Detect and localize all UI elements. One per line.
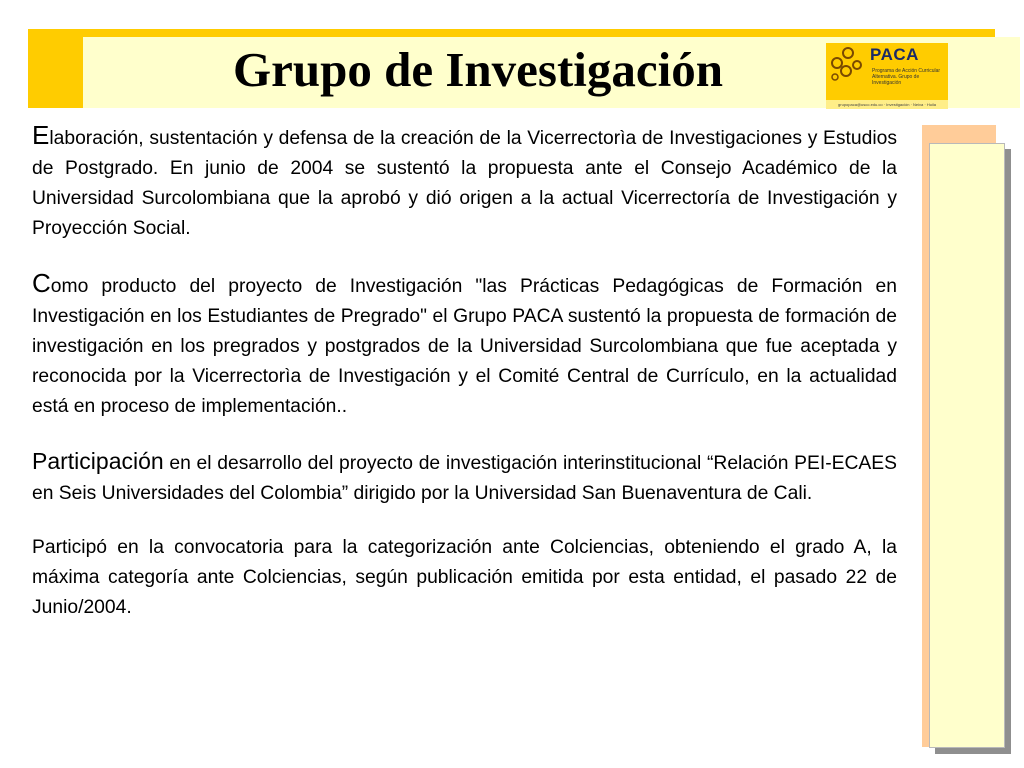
paragraph-participacion: [32, 446, 897, 509]
logo-subtitle: Programa de Acción Curricular Alternativa. Grupo de Investigación: [872, 68, 941, 86]
side-panel: [929, 143, 1005, 748]
paragraph-como-producto: [32, 268, 897, 422]
paca-logo-icon: [826, 43, 870, 87]
paragraph-text: laboración, sustentación y defensa de la creación de la Vicerrectorìa de Investigaciones y Estudios de Postgrado. En junio de 2004 se sustentó la propuesta ante el Consejo Académico de la Universidad Surcolombiana que la aprobó y dió origen a la actual Vicerrectoría de Investigación y Proyección Social.: [32, 128, 897, 239]
paragraph-lead-letter: E: [32, 120, 50, 150]
paragraph-text: omo producto del proyecto de Investigación "las Prácticas Pedagógicas de Formación en Investigación en los Estudiantes de Pregrado" el Grupo PACA sustentó la propuesta de formación de investigación en los pregrados y postgrados de la Universidad Surcolombiana que fue aceptada y reconocida por la Vicerrectorìa de Investigación y el Comité Central de Currículo, en la actualidad está en proceso de implementación..: [32, 276, 897, 417]
paragraph-text: en el desarrollo del proyecto de investigación interinstitucional “Relación PEI-ECAES en Seis Universidades del Colombia” dirigido por la Universidad San Buenaventura de Cali.: [32, 453, 897, 504]
paragraph-lead-word: Participación: [32, 448, 164, 474]
logo-footer-strip: grupopaca@usco.edu.co · Investigación · Neiva · Huila: [826, 100, 948, 109]
slide-body: [32, 120, 897, 647]
paca-logo: [826, 43, 948, 109]
paragraph-elaboracion: [32, 120, 897, 244]
paragraph-lead-letter: C: [32, 268, 51, 298]
header-accent-block: [28, 29, 83, 108]
header-accent-bar: [28, 29, 995, 37]
logo-name: PACA: [870, 45, 919, 64]
slide-title: Grupo de Investigación: [232, 42, 724, 97]
paragraph-colciencias: Participó en la convocatoria para la categorización ante Colciencias, obteniendo el grado A, la máxima categoría ante Colciencias, según publicación emitida por esta entidad, el pasado 22 de Junio/2004.: [32, 537, 897, 618]
